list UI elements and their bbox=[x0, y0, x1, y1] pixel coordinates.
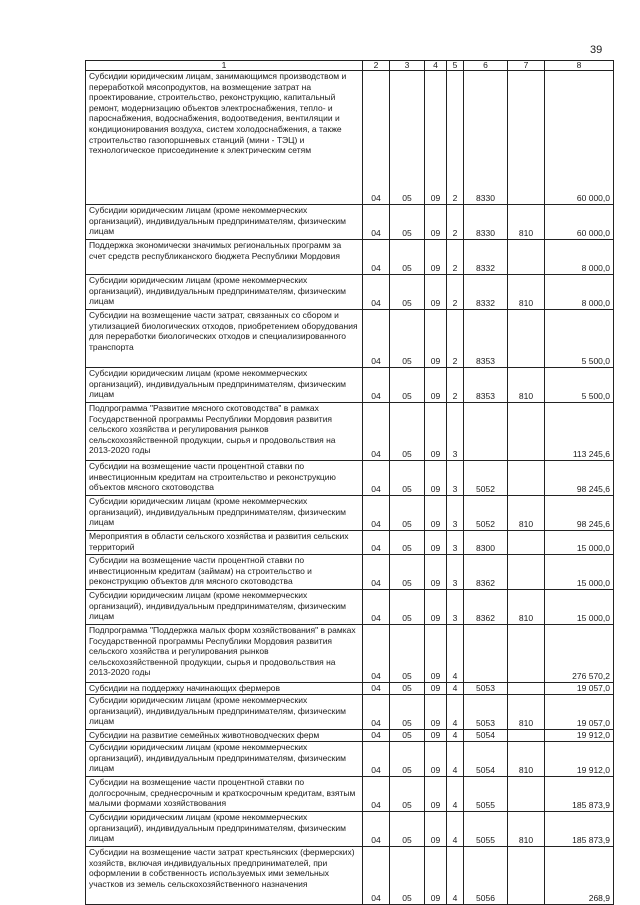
code-col7 bbox=[508, 71, 545, 205]
code-col6: 8362 bbox=[464, 590, 508, 625]
row-description: Субсидии на возмещение части затрат крестьянских (фермерских) хозяйств, включая индивидуальных предпринимателей, при оформлении в собственность используемых ими земельных участков из земель сельскохозяйственного назначения bbox=[86, 847, 363, 905]
row-description: Субсидии юридическим лицам (кроме некоммерческих организаций), индивидуальным предпринимателям, физическим лицам bbox=[86, 812, 363, 847]
code-col5: 2 bbox=[447, 240, 464, 275]
amount: 19 912,0 bbox=[545, 742, 614, 777]
code-col4: 09 bbox=[425, 730, 447, 742]
table-row bbox=[86, 531, 614, 555]
row-description: Субсидии юридическим лицам (кроме некоммерческих организаций), индивидуальным предпринимателям, физическим лицам bbox=[86, 695, 363, 730]
code-col7: 810 bbox=[508, 695, 545, 730]
amount: 8 000,0 bbox=[545, 240, 614, 275]
code-col3: 05 bbox=[390, 71, 425, 205]
code-col4: 09 bbox=[425, 695, 447, 730]
code-col4: 09 bbox=[425, 368, 447, 403]
budget-table bbox=[85, 60, 614, 905]
column-header: 1 bbox=[86, 61, 363, 71]
code-col6: 5052 bbox=[464, 461, 508, 496]
code-col5: 3 bbox=[447, 461, 464, 496]
code-col4: 09 bbox=[425, 812, 447, 847]
code-col2: 04 bbox=[363, 71, 390, 205]
code-col2: 04 bbox=[363, 625, 390, 683]
code-col2: 04 bbox=[363, 555, 390, 590]
code-col2: 04 bbox=[363, 531, 390, 555]
amount: 8 000,0 bbox=[545, 275, 614, 310]
code-col5: 4 bbox=[447, 812, 464, 847]
table-row bbox=[86, 461, 614, 496]
code-col4: 09 bbox=[425, 310, 447, 368]
table-row bbox=[86, 590, 614, 625]
code-col5: 2 bbox=[447, 275, 464, 310]
code-col6: 8300 bbox=[464, 531, 508, 555]
code-col6: 8332 bbox=[464, 275, 508, 310]
amount: 268,9 bbox=[545, 847, 614, 905]
row-description: Субсидии юридическим лицам (кроме некоммерческих организаций), индивидуальным предпринимателям, физическим лицам bbox=[86, 742, 363, 777]
code-col6: 5055 bbox=[464, 812, 508, 847]
column-header: 4 bbox=[425, 61, 447, 71]
code-col3: 05 bbox=[390, 625, 425, 683]
code-col2: 04 bbox=[363, 403, 390, 461]
code-col7: 810 bbox=[508, 368, 545, 403]
row-description: Поддержка экономически значимых региональных программ за счет средств республиканского бюджета Республики Мордовия bbox=[86, 240, 363, 275]
code-col5: 4 bbox=[447, 847, 464, 905]
code-col6: 5054 bbox=[464, 742, 508, 777]
code-col3: 05 bbox=[390, 403, 425, 461]
code-col6: 8353 bbox=[464, 310, 508, 368]
code-col7: 810 bbox=[508, 590, 545, 625]
amount: 185 873,9 bbox=[545, 812, 614, 847]
row-description: Субсидии юридическим лицам (кроме некоммерческих организаций), индивидуальным предпринимателям, физическим лицам bbox=[86, 275, 363, 310]
code-col2: 04 bbox=[363, 777, 390, 812]
code-col2: 04 bbox=[363, 812, 390, 847]
code-col4: 09 bbox=[425, 590, 447, 625]
code-col6: 8332 bbox=[464, 240, 508, 275]
code-col2: 04 bbox=[363, 368, 390, 403]
code-col4: 09 bbox=[425, 847, 447, 905]
row-description: Субсидии на поддержку начинающих фермеров bbox=[86, 683, 363, 695]
table-row bbox=[86, 625, 614, 683]
amount: 276 570,2 bbox=[545, 625, 614, 683]
code-col2: 04 bbox=[363, 461, 390, 496]
row-description: Субсидии на возмещение части процентной ставки по долгосрочным, среднесрочным и краткосрочным кредитам, взятым малыми формами хозяйствования bbox=[86, 777, 363, 812]
code-col2: 04 bbox=[363, 590, 390, 625]
column-header: 7 bbox=[508, 61, 545, 71]
column-header: 8 bbox=[545, 61, 614, 71]
code-col4: 09 bbox=[425, 240, 447, 275]
table-row bbox=[86, 555, 614, 590]
table-row bbox=[86, 205, 614, 240]
code-col2: 04 bbox=[363, 847, 390, 905]
code-col7: 810 bbox=[508, 496, 545, 531]
row-description: Субсидии на возмещение части затрат, связанных со сбором и утилизацией биологических отходов, приобретением оборудования для переработки биологических отходов и специализированного транспорта bbox=[86, 310, 363, 368]
row-description: Мероприятия в области сельского хозяйства и развития сельских территорий bbox=[86, 531, 363, 555]
table-row bbox=[86, 310, 614, 368]
code-col3: 05 bbox=[390, 555, 425, 590]
code-col6: 8330 bbox=[464, 71, 508, 205]
column-header: 5 bbox=[447, 61, 464, 71]
code-col4: 09 bbox=[425, 531, 447, 555]
code-col5: 2 bbox=[447, 205, 464, 240]
row-description: Субсидии юридическим лицам (кроме некоммерческих организаций), индивидуальным предпринимателям, физическим лицам bbox=[86, 205, 363, 240]
code-col7 bbox=[508, 461, 545, 496]
code-col7 bbox=[508, 310, 545, 368]
table-row bbox=[86, 403, 614, 461]
table-row bbox=[86, 240, 614, 275]
code-col5: 3 bbox=[447, 531, 464, 555]
code-col5: 4 bbox=[447, 625, 464, 683]
code-col7 bbox=[508, 730, 545, 742]
code-col7: 810 bbox=[508, 742, 545, 777]
code-col3: 05 bbox=[390, 683, 425, 695]
table-header-row bbox=[86, 61, 614, 71]
row-description: Подпрограмма "Поддержка малых форм хозяйствования" в рамках Государственной программы Республики Мордовия развития сельского хозяйства и регулирования рынков сельскохозяйственной продукции, сырья и продовольствия на 2013-2020 годы bbox=[86, 625, 363, 683]
amount: 5 500,0 bbox=[545, 368, 614, 403]
code-col5: 4 bbox=[447, 730, 464, 742]
amount: 113 245,6 bbox=[545, 403, 614, 461]
code-col2: 04 bbox=[363, 742, 390, 777]
column-header: 2 bbox=[363, 61, 390, 71]
amount: 19 912,0 bbox=[545, 730, 614, 742]
table-row bbox=[86, 777, 614, 812]
code-col7 bbox=[508, 777, 545, 812]
row-description: Субсидии на возмещение части процентной ставки по инвестиционным кредитам на строительство и реконструкцию объектов мясного скотоводства bbox=[86, 461, 363, 496]
code-col3: 05 bbox=[390, 847, 425, 905]
code-col3: 05 bbox=[390, 496, 425, 531]
code-col3: 05 bbox=[390, 461, 425, 496]
code-col5: 2 bbox=[447, 71, 464, 205]
table-row bbox=[86, 742, 614, 777]
code-col4: 09 bbox=[425, 742, 447, 777]
table-row bbox=[86, 812, 614, 847]
amount: 185 873,9 bbox=[545, 777, 614, 812]
amount: 98 245,6 bbox=[545, 496, 614, 531]
code-col5: 3 bbox=[447, 403, 464, 461]
table-row bbox=[86, 695, 614, 730]
code-col5: 4 bbox=[447, 742, 464, 777]
code-col7 bbox=[508, 531, 545, 555]
amount: 15 000,0 bbox=[545, 555, 614, 590]
code-col7 bbox=[508, 555, 545, 590]
amount: 19 057,0 bbox=[545, 695, 614, 730]
table-row bbox=[86, 496, 614, 531]
code-col3: 05 bbox=[390, 275, 425, 310]
code-col4: 09 bbox=[425, 275, 447, 310]
code-col5: 3 bbox=[447, 590, 464, 625]
row-description: Субсидии юридическим лицам (кроме некоммерческих организаций), индивидуальным предпринимателям, физическим лицам bbox=[86, 590, 363, 625]
code-col2: 04 bbox=[363, 205, 390, 240]
code-col5: 3 bbox=[447, 555, 464, 590]
code-col7: 810 bbox=[508, 205, 545, 240]
table-row bbox=[86, 275, 614, 310]
code-col2: 04 bbox=[363, 310, 390, 368]
code-col4: 09 bbox=[425, 461, 447, 496]
code-col5: 4 bbox=[447, 695, 464, 730]
table-row bbox=[86, 847, 614, 905]
row-description: Подпрограмма "Развитие мясного скотоводства" в рамках Государственной программы Республики Мордовия развития сельского хозяйства и регулирования рынков сельскохозяйственной продукции, сырья и продовольствия на 2013-2020 годы bbox=[86, 403, 363, 461]
table-row bbox=[86, 683, 614, 695]
code-col6: 8330 bbox=[464, 205, 508, 240]
code-col3: 05 bbox=[390, 531, 425, 555]
code-col3: 05 bbox=[390, 742, 425, 777]
code-col5: 2 bbox=[447, 310, 464, 368]
code-col6: 5053 bbox=[464, 695, 508, 730]
code-col4: 09 bbox=[425, 205, 447, 240]
code-col2: 04 bbox=[363, 240, 390, 275]
code-col6: 8353 bbox=[464, 368, 508, 403]
code-col6: 8362 bbox=[464, 555, 508, 590]
code-col7 bbox=[508, 625, 545, 683]
code-col3: 05 bbox=[390, 730, 425, 742]
amount: 19 057,0 bbox=[545, 683, 614, 695]
code-col7 bbox=[508, 683, 545, 695]
code-col6: 5054 bbox=[464, 730, 508, 742]
code-col5: 2 bbox=[447, 368, 464, 403]
amount: 60 000,0 bbox=[545, 71, 614, 205]
code-col3: 05 bbox=[390, 310, 425, 368]
code-col7: 810 bbox=[508, 275, 545, 310]
code-col6: 5056 bbox=[464, 847, 508, 905]
code-col2: 04 bbox=[363, 730, 390, 742]
code-col4: 09 bbox=[425, 496, 447, 531]
code-col4: 09 bbox=[425, 683, 447, 695]
row-description: Субсидии на развитие семейных животноводческих ферм bbox=[86, 730, 363, 742]
code-col2: 04 bbox=[363, 695, 390, 730]
row-description: Субсидии юридическим лицам, занимающимся производством и переработкой мясопродуктов, на возмещение затрат на проектирование, строительство, реконструкцию, капитальный ремонт, модернизацию объектов электроснабжения, тепло- и пароснабжения, водоснабжения, водоотведения, вентиляции и кондиционирования воздуха, систем холодоснабжения, а также строительство газопоршневых станций (мини - ТЭЦ) и технологическое присоединение к электрическим сетям bbox=[86, 71, 363, 205]
amount: 5 500,0 bbox=[545, 310, 614, 368]
code-col3: 05 bbox=[390, 812, 425, 847]
code-col4: 09 bbox=[425, 71, 447, 205]
code-col4: 09 bbox=[425, 777, 447, 812]
code-col2: 04 bbox=[363, 275, 390, 310]
code-col3: 05 bbox=[390, 240, 425, 275]
code-col6: 5053 bbox=[464, 683, 508, 695]
amount: 60 000,0 bbox=[545, 205, 614, 240]
code-col5: 3 bbox=[447, 496, 464, 531]
code-col7 bbox=[508, 403, 545, 461]
code-col6: 5055 bbox=[464, 777, 508, 812]
code-col4: 09 bbox=[425, 625, 447, 683]
code-col4: 09 bbox=[425, 555, 447, 590]
code-col7 bbox=[508, 240, 545, 275]
code-col7 bbox=[508, 847, 545, 905]
column-header: 6 bbox=[464, 61, 508, 71]
code-col5: 4 bbox=[447, 777, 464, 812]
code-col2: 04 bbox=[363, 683, 390, 695]
table-row bbox=[86, 71, 614, 205]
code-col7: 810 bbox=[508, 812, 545, 847]
code-col5: 4 bbox=[447, 683, 464, 695]
code-col3: 05 bbox=[390, 368, 425, 403]
amount: 15 000,0 bbox=[545, 531, 614, 555]
code-col3: 05 bbox=[390, 777, 425, 812]
table-row bbox=[86, 730, 614, 742]
code-col6 bbox=[464, 625, 508, 683]
column-header: 3 bbox=[390, 61, 425, 71]
row-description: Субсидии на возмещение части процентной ставки по инвестиционным кредитам (займам) на строительство и реконструкцию объектов для мясного скотоводства bbox=[86, 555, 363, 590]
amount: 98 245,6 bbox=[545, 461, 614, 496]
table-row bbox=[86, 368, 614, 403]
row-description: Субсидии юридическим лицам (кроме некоммерческих организаций), индивидуальным предпринимателям, физическим лицам bbox=[86, 496, 363, 531]
code-col3: 05 bbox=[390, 205, 425, 240]
amount: 15 000,0 bbox=[545, 590, 614, 625]
code-col6 bbox=[464, 403, 508, 461]
page-number: 39 bbox=[590, 44, 603, 56]
code-col4: 09 bbox=[425, 403, 447, 461]
code-col3: 05 bbox=[390, 590, 425, 625]
code-col6: 5052 bbox=[464, 496, 508, 531]
code-col3: 05 bbox=[390, 695, 425, 730]
code-col2: 04 bbox=[363, 496, 390, 531]
row-description: Субсидии юридическим лицам (кроме некоммерческих организаций), индивидуальным предпринимателям, физическим лицам bbox=[86, 368, 363, 403]
